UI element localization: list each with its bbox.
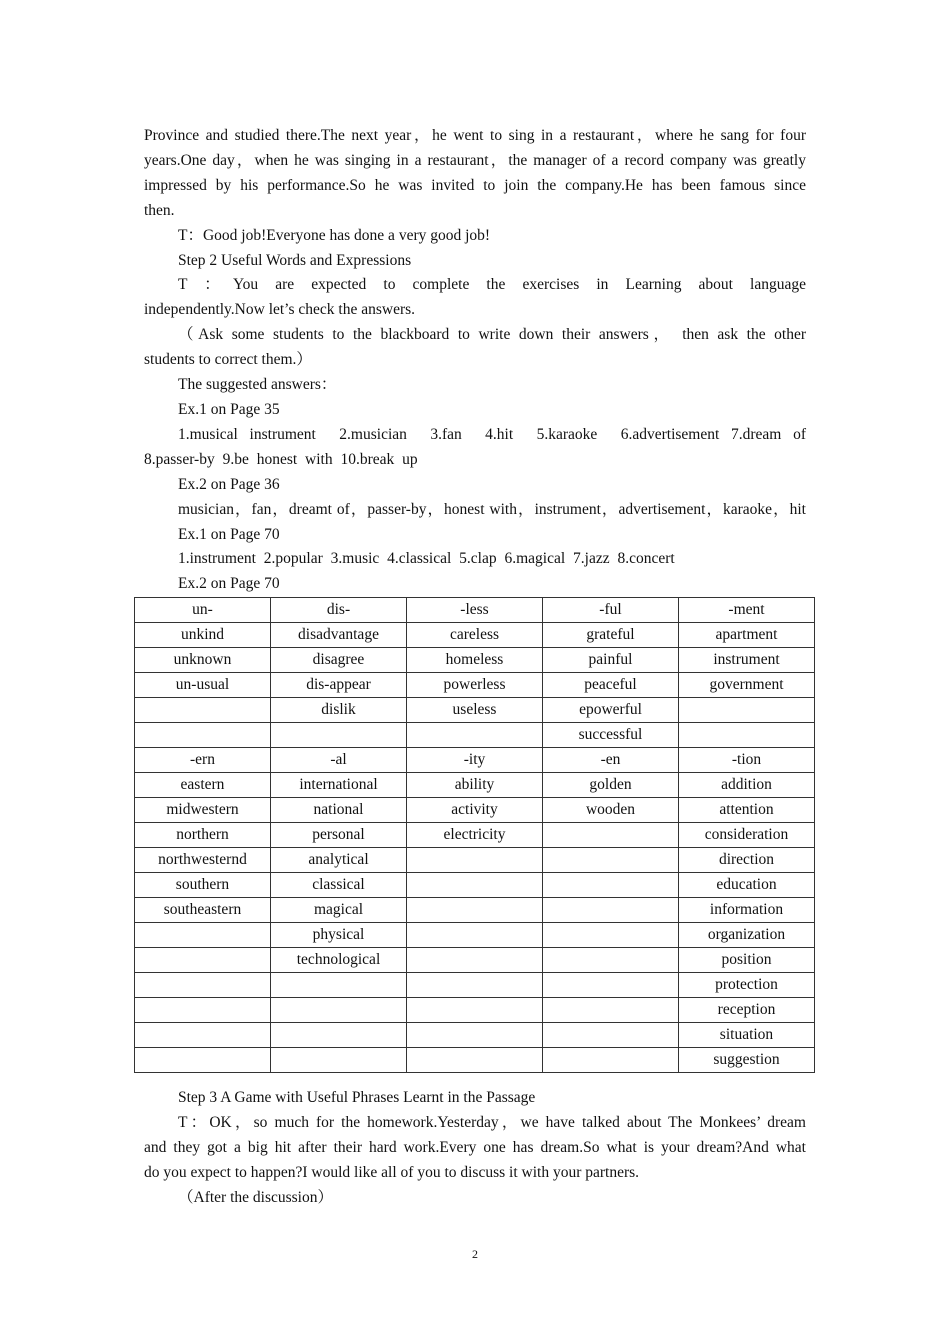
table-cell: unkind: [135, 623, 271, 648]
table-cell: attention: [679, 798, 815, 823]
table-cell: position: [679, 948, 815, 973]
table-cell: -al: [271, 748, 407, 773]
table-cell: apartment: [679, 623, 815, 648]
table-cell: [407, 923, 543, 948]
table-cell: [543, 1023, 679, 1048]
table-cell: eastern: [135, 773, 271, 798]
ex2-page36-heading: Ex.2 on Page 36: [178, 475, 280, 493]
table-row: [135, 773, 815, 798]
table-cell: northern: [135, 823, 271, 848]
table-row: [135, 873, 815, 898]
intro-line-3: impressed by his performance.So he was invited to join the company.He has been famous since: [144, 176, 806, 194]
table-cell: [271, 1048, 407, 1073]
after-discussion-note: （After the discussion）: [178, 1188, 333, 1206]
intro-line-2: years.One day，when he was singing in a restaurant，the manager of a record company was greatly: [144, 151, 806, 169]
table-cell: physical: [271, 923, 407, 948]
table-cell: [407, 973, 543, 998]
table-cell: ability: [407, 773, 543, 798]
table-cell: useless: [407, 698, 543, 723]
table-cell: [679, 723, 815, 748]
table-cell: education: [679, 873, 815, 898]
table-cell: [543, 973, 679, 998]
ex1-page35-answers-line-1: 1.musical instrument 2.musician 3.fan 4.hit 5.karaoke 6.advertisement 7.dream of: [178, 425, 806, 443]
table-cell: [407, 873, 543, 898]
table-cell: suggestion: [679, 1048, 815, 1073]
table-cell: classical: [271, 873, 407, 898]
table-cell: reception: [679, 998, 815, 1023]
word-formation-table: [134, 597, 815, 1073]
step2-heading: Step 2 Useful Words and Expressions: [178, 251, 412, 269]
table-cell: government: [679, 673, 815, 698]
table-cell: consideration: [679, 823, 815, 848]
table-cell: [543, 998, 679, 1023]
table-cell: grateful: [543, 623, 679, 648]
table-cell: technological: [271, 948, 407, 973]
table-cell: instrument: [679, 648, 815, 673]
table-cell: information: [679, 898, 815, 923]
ex2-page36-answers: musician，fan，dreamt of，passer-by，honest with，instrument，advertisement，karaoke，hit: [178, 500, 806, 518]
table-cell: analytical: [271, 848, 407, 873]
table-cell: dislik: [271, 698, 407, 723]
table-cell: [271, 723, 407, 748]
table-cell: powerless: [407, 673, 543, 698]
table-cell: [407, 898, 543, 923]
table-cell: [271, 998, 407, 1023]
table-cell: dis-: [271, 598, 407, 623]
table-row: [135, 923, 815, 948]
table-cell: -ment: [679, 598, 815, 623]
teacher-ok-line-2: and they got a big hit after their hard work.Every one has dream.So what is your dream?And what: [144, 1138, 806, 1156]
intro-line-4: then.: [144, 201, 175, 219]
table-cell: un-usual: [135, 673, 271, 698]
table-cell: painful: [543, 648, 679, 673]
table-row: [135, 823, 815, 848]
ex2-page70-heading: Ex.2 on Page 70: [178, 575, 280, 593]
teacher-expected-line-2: independently.Now let’s check the answers.: [144, 301, 416, 319]
table-cell: [543, 948, 679, 973]
table-row: [135, 798, 815, 823]
table-cell: midwestern: [135, 798, 271, 823]
teacher-good-job: T：Good job!Everyone has done a very good job!: [178, 226, 491, 244]
teacher-ok-line-1: T：OK，so much for the homework.Yesterday，we have talked about The Monkees’ dream: [178, 1113, 806, 1131]
table-cell: [407, 948, 543, 973]
page-number: 2: [472, 1247, 478, 1261]
table-row: [135, 948, 815, 973]
table-cell: [271, 1023, 407, 1048]
table-cell: careless: [407, 623, 543, 648]
table-cell: epowerful: [543, 698, 679, 723]
teacher-ok-line-3: do you expect to happen?I would like all of you to discuss it with your partners.: [144, 1163, 640, 1181]
table-header-row: [135, 748, 815, 773]
intro-line-1: Province and studied there.The next year，he went to sing in a restaurant，where he sang for four: [144, 127, 806, 144]
table-row: [135, 1023, 815, 1048]
table-cell: electricity: [407, 823, 543, 848]
table-cell: wooden: [543, 798, 679, 823]
step3-heading: Step 3 A Game with Useful Phrases Learnt in the Passage: [178, 1089, 536, 1106]
ask-students-line-2: students to correct them.）: [144, 351, 312, 369]
table-cell: -ful: [543, 598, 679, 623]
table-cell: golden: [543, 773, 679, 798]
table-cell: disadvantage: [271, 623, 407, 648]
table-row: [135, 898, 815, 923]
table-cell: -ity: [407, 748, 543, 773]
table-cell: southeastern: [135, 898, 271, 923]
word-formation-table-body: [135, 598, 815, 1073]
table-cell: activity: [407, 798, 543, 823]
table-cell: homeless: [407, 648, 543, 673]
document-body-continued: [144, 1086, 806, 1211]
table-cell: -tion: [679, 748, 815, 773]
table-cell: [543, 848, 679, 873]
table-cell: [135, 1023, 271, 1048]
table-cell: -less: [407, 598, 543, 623]
table-cell: [407, 723, 543, 748]
table-row: [135, 648, 815, 673]
table-cell: northwesternd: [135, 848, 271, 873]
table-cell: unknown: [135, 648, 271, 673]
table-row: [135, 848, 815, 873]
table-cell: [543, 923, 679, 948]
table-cell: [543, 823, 679, 848]
table-cell: personal: [271, 823, 407, 848]
table-cell: dis-appear: [271, 673, 407, 698]
table-header-row: [135, 598, 815, 623]
ex1-page35-heading: Ex.1 on Page 35: [178, 400, 280, 418]
table-row: [135, 1048, 815, 1073]
table-cell: peaceful: [543, 673, 679, 698]
table-cell: successful: [543, 723, 679, 748]
table-cell: organization: [679, 923, 815, 948]
table-cell: [135, 1048, 271, 1073]
table-cell: southern: [135, 873, 271, 898]
table-cell: national: [271, 798, 407, 823]
table-row: [135, 698, 815, 723]
table-row: [135, 973, 815, 998]
table-cell: disagree: [271, 648, 407, 673]
suggested-answers-label: The suggested answers：: [178, 376, 337, 394]
table-cell: [135, 973, 271, 998]
table-row: [135, 998, 815, 1023]
table-cell: [135, 998, 271, 1023]
table-cell: -ern: [135, 748, 271, 773]
table-cell: direction: [679, 848, 815, 873]
table-cell: [407, 998, 543, 1023]
ex1-page35-answers-line-2: 8.passer-by 9.be honest with 10.break up: [144, 450, 418, 468]
table-cell: [543, 898, 679, 923]
table-cell: [407, 848, 543, 873]
teacher-expected-line-1: T ：You are expected to complete the exercises in Learning about language: [178, 276, 806, 294]
table-cell: international: [271, 773, 407, 798]
table-cell: [135, 923, 271, 948]
table-cell: situation: [679, 1023, 815, 1048]
table-cell: magical: [271, 898, 407, 923]
table-cell: [407, 1023, 543, 1048]
table-cell: [679, 698, 815, 723]
table-cell: addition: [679, 773, 815, 798]
table-cell: [407, 1048, 543, 1073]
table-cell: [543, 1048, 679, 1073]
table-row: [135, 723, 815, 748]
table-row: [135, 623, 815, 648]
table-cell: [543, 873, 679, 898]
ex1-page70-answers: 1.instrument 2.popular 3.music 4.classical 5.clap 6.magical 7.jazz 8.concert: [178, 550, 675, 568]
table-cell: [135, 948, 271, 973]
document-body: [144, 124, 806, 597]
table-cell: [135, 723, 271, 748]
table-cell: -en: [543, 748, 679, 773]
table-cell: un-: [135, 598, 271, 623]
ex1-page70-heading: Ex.1 on Page 70: [178, 525, 280, 543]
table-cell: protection: [679, 973, 815, 998]
table-cell: [271, 973, 407, 998]
ask-students-line-1: （Ask some students to the blackboard to write down their answers， then ask the other: [178, 326, 806, 344]
table-cell: [135, 698, 271, 723]
table-row: [135, 673, 815, 698]
